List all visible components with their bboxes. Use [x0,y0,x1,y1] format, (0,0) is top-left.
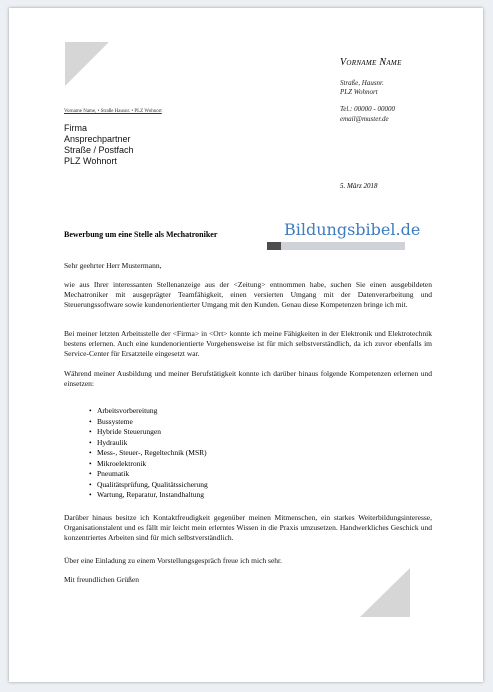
list-item: • Pneumatik [97,469,208,480]
paragraph-5: Über eine Einladung zu einem Vorstellungsgespräch freue ich mich sehr. [64,556,282,565]
recipient-city: PLZ Wohnort [64,156,117,166]
logo-bar-light [281,242,405,250]
paragraph-4: Darüber hinaus besitze ich Kontaktfreudigkeit gegenüber meinen Mitmenschen, ein starkes Weiterbildungsinteresse, Organisationstalent und es fällt mir leicht mein erlerntes Wissen in die Praxis umzusetzen. Handwerkliches Geschick und konzentriertes Arbeiten sind für mich selbstverständlich. [64,513,432,542]
sender-street: Straße, Hausnr. [340,79,384,87]
recipient-street: Straße / Postfach [64,145,134,155]
recipient-company: Firma [64,123,87,133]
list-item: • Arbeitsvorbereitung [97,406,208,417]
list-item: • Hydraulik [97,438,208,449]
paragraph-2: Bei meiner letzten Arbeitsstelle der <Firma> in <Ort> konnte ich meine Fähigkeiten in der Elektronik und Elektrotechnik bestens erlernen. Auch eine kundenorientierte Vorgehensweise ist für mich selbstverständlich, da ich zuvor ebenfalls im Service-Center für Ersatzteile eingesetzt war. [64,329,432,358]
list-item: • Qualitätsprüfung, Qualitätssicherung [97,480,208,491]
letter-subject: Bewerbung um eine Stelle als Mechatroniker [64,230,218,239]
corner-triangle-top-left [65,42,109,86]
return-address-line: Vorname Name, • Straße Hausnr. • PLZ Wohnort [64,109,162,114]
list-item: • Mess-, Steuer-, Regeltechnik (MSR) [97,448,208,459]
closing: Mit freundlichen Grüßen [64,575,139,584]
salutation: Sehr geehrter Herr Mustermann, [64,261,162,270]
logo-bar-dark [267,242,281,250]
list-item: • Mikroelektronik [97,459,208,470]
sender-name: Vorname Name [340,57,402,68]
recipient-contact: Ansprechpartner [64,134,131,144]
sender-city: PLZ Wohnort [340,88,378,96]
bildungsbibel-logo [267,220,421,250]
sender-phone: Tel.: 00000 - 00000 [340,105,395,113]
list-item: • Bussysteme [97,417,208,428]
list-item: • Hybride Steuerungen [97,427,208,438]
letter-page [9,8,483,682]
logo-text: Bildungsbibel.de [284,220,421,239]
paragraph-1: wie aus Ihrer interessanten Stellenanzeige aus der <Zeitung> entnommen habe, suchen Sie einen ausgebildeten Mechatroniker mit ausgeprägter Teamfähigkeit, einen versierten Umgang mit der Datenverarbeitung und Steuerungssoftware sowie kundenorientierter Umgang mit den Kunden. Genau diese Kompetenzen bringe ich mit. [64,280,432,309]
skills-list [97,406,208,501]
paragraph-3: Während meiner Ausbildung und meiner Berufstätigkeit konnte ich darüber hinaus folgende Kompetenzen erlernen und einsetzen: [64,369,432,388]
list-item: • Wartung, Reparatur, Instandhaltung [97,490,208,501]
sender-email: email@muster.de [340,115,389,123]
letter-date: 5. März 2018 [340,182,378,190]
